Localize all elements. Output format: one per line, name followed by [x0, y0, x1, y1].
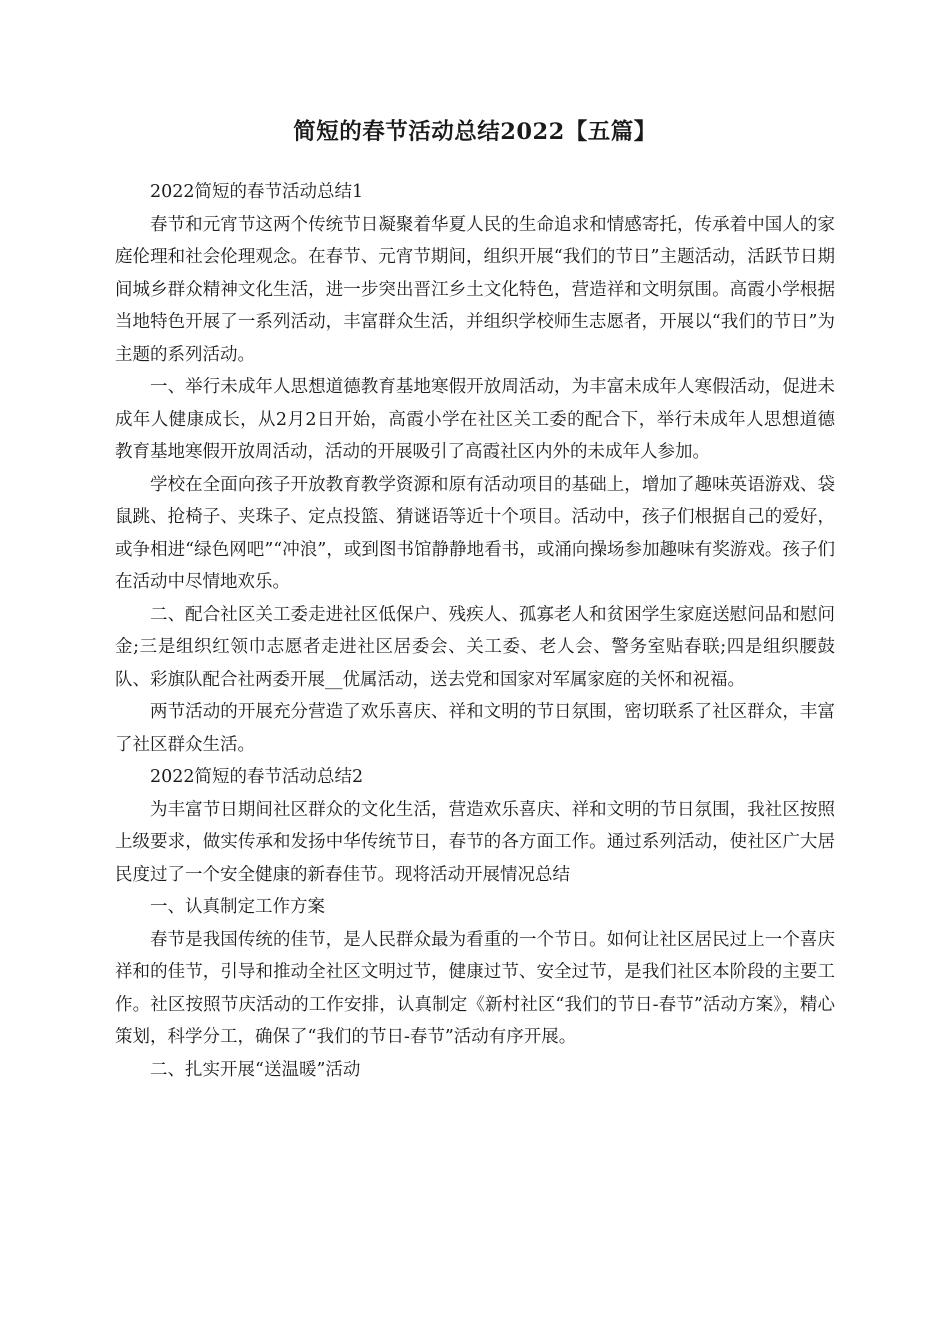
document-title: 简短的春节活动总结2022【五篇】 — [293, 119, 657, 145]
subheading-plan: 一、认真制定工作方案 — [150, 897, 325, 917]
section-heading-1: 2022简短的春节活动总结1 — [150, 182, 364, 202]
paragraph-plan: 春节是我国传统的佳节，是人民群众最为看重的一个节日。如何让社区居民过上一个喜庆祥和的佳节，引导和推动全社区文明过节，健康过节、安全过节，是我们社区本阶段的主要工作。社区按照节庆活动的工作安排，认真制定《新村社区“我们的节日-春节”活动方案》，精心策划，科学分工，确保了“我们的节日-春节”活动有序开展。 — [115, 929, 835, 1047]
paragraph-school-activities: 学校在全面向孩子开放教育教学资源和原有活动项目的基础上，增加了趣味英语游戏、袋鼠跳、抢椅子、夹珠子、定点投篮、猜谜语等近十个项目。活动中，孩子们根据自己的爱好，或争相进“绿色网吧”“冲浪”，或到图书馆静静地看书，或涌向操场参加趣味有奖游戏。孩子们在活动中尽情地欢乐。 — [115, 474, 835, 592]
paragraph-item-2: 二、配合社区关工委走进社区低保户、残疾人、孤寡老人和贫困学生家庭送慰问品和慰问金;三是组织红领巾志愿者走进社区居委会、关工委、老人会、警务室贴春联;四是组织腰鼓队、彩旗队配合社两委开展__优属活动，送去党和国家对军属家庭的关怀和祝福。 — [115, 604, 835, 690]
paragraph-item-1: 一、举行未成年人思想道德教育基地寒假开放周活动，为丰富未成年人寒假活动，促进未成年人健康成长，从2月2日开始，高霞小学在社区关工委的配合下，举行未成年人思想道德教育基地寒假开放周活动，活动的开展吸引了高霞社区内外的未成年人参加。 — [115, 377, 835, 462]
section-heading-2: 2022简短的春节活动总结2 — [150, 767, 364, 787]
paragraph-intro-2: 为丰富节日期间社区群众的文化生活，营造欢乐喜庆、祥和文明的节日氛围，我社区按照上级要求，做实传承和发扬中华传统节日，春节的各方面工作。通过系列活动，使社区广大居民度过了一个安全健康的新春佳节。现将活动开展情况总结 — [115, 799, 835, 885]
document-body — [115, 176, 835, 1086]
paragraph-intro: 春节和元宵节这两个传统节日凝聚着华夏人民的生命追求和情感寄托，传承着中国人的家庭伦理和社会伦理观念。在春节、元宵节期间，组织开展“我们的节日”主题活动，活跃节日期间城乡群众精神文化生活，进一步突出晋江乡土文化特色，营造祥和文明氛围。高霞小学根据当地特色开展了一系列活动，丰富群众生活，并组织学校师生志愿者，开展以“我们的节日”为主题的系列活动。 — [115, 214, 835, 365]
paragraph-conclusion-1: 两节活动的开展充分营造了欢乐喜庆、祥和文明的节日氛围，密切联系了社区群众，丰富了社区群众生活。 — [115, 702, 835, 755]
subheading-warmth: 二、扎实开展“送温暖”活动 — [150, 1059, 361, 1080]
